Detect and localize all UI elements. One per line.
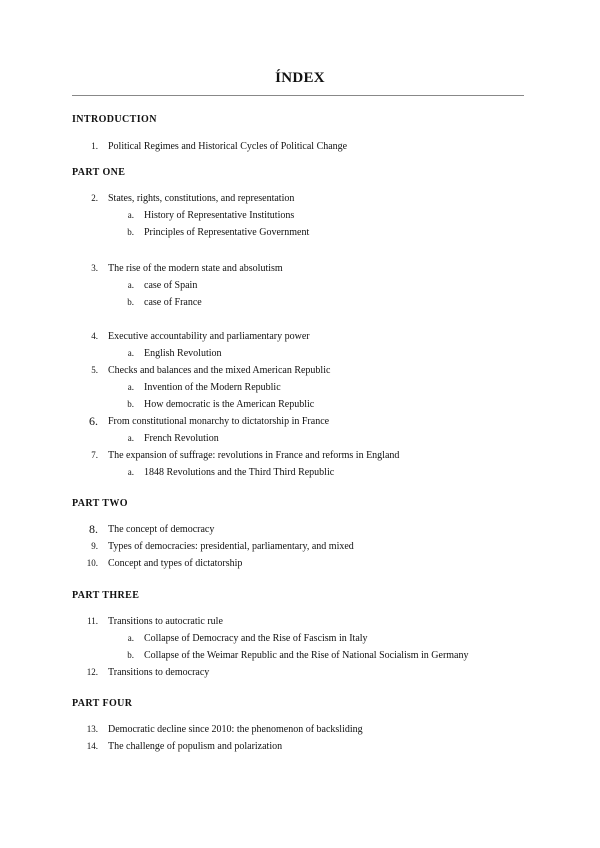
toc-text: The rise of the modern state and absolutism xyxy=(108,263,283,274)
toc-number: 14. xyxy=(86,741,98,751)
toc-number: 8. xyxy=(89,522,98,536)
section-part-three: PART THREE xyxy=(72,590,140,601)
toc-number: 6. xyxy=(89,414,98,428)
toc-number: 12. xyxy=(86,667,98,677)
toc-letter: b. xyxy=(127,399,134,409)
toc-number: 5. xyxy=(91,365,98,375)
toc-text: case of Spain xyxy=(144,280,198,291)
toc-text: Transitions to democracy xyxy=(108,667,210,678)
toc-number: 11. xyxy=(87,616,98,626)
toc-text: From constitutional monarchy to dictatorship in France xyxy=(108,416,330,427)
toc-number: 4. xyxy=(91,331,98,341)
toc-text: Democratic decline since 2010: the phenomenon of backsliding xyxy=(108,724,363,735)
toc-letter: b. xyxy=(127,650,134,660)
toc-text: Collapse of the Weimar Republic and the Rise of National Socialism in Germany xyxy=(144,650,469,661)
toc-letter: a. xyxy=(127,210,134,220)
toc-text: Invention of the Modern Republic xyxy=(144,382,281,393)
toc-text: Types of democracies: presidential, parliamentary, and mixed xyxy=(108,541,354,552)
toc-number: 7. xyxy=(91,450,98,460)
toc-number: 2. xyxy=(91,193,98,203)
toc-text: case of France xyxy=(144,297,202,308)
toc-text: Collapse of Democracy and the Rise of Fascism in Italy xyxy=(144,633,368,644)
page-title: ÍNDEX xyxy=(275,70,325,86)
toc-letter: b. xyxy=(127,297,134,307)
toc-letter: a. xyxy=(127,467,134,477)
toc-letter: a. xyxy=(127,433,134,443)
toc-letter: a. xyxy=(127,348,134,358)
toc-text: History of Representative Institutions xyxy=(144,210,295,221)
toc-letter: a. xyxy=(127,633,134,643)
toc-text: French Revolution xyxy=(144,433,219,444)
toc-text: The concept of democracy xyxy=(108,524,215,535)
title-rule xyxy=(72,95,524,96)
toc-text: The challenge of populism and polarization xyxy=(108,741,283,752)
toc-text: States, rights, constitutions, and representation xyxy=(108,193,295,204)
section-part-two: PART TWO xyxy=(72,498,128,509)
toc-number: 9. xyxy=(91,541,98,551)
toc-number: 3. xyxy=(91,263,98,273)
toc-text: The expansion of suffrage: revolutions in France and reforms in England xyxy=(108,450,400,461)
toc-text: Concept and types of dictatorship xyxy=(108,558,243,569)
section-part-one: PART ONE xyxy=(72,167,126,178)
section-part-four: PART FOUR xyxy=(72,698,133,709)
toc-letter: a. xyxy=(127,382,134,392)
toc-letter: b. xyxy=(127,227,134,237)
toc-number: 10. xyxy=(86,558,98,568)
toc-text: English Revolution xyxy=(144,348,222,359)
toc-number: 13. xyxy=(86,724,98,734)
toc-text: Executive accountability and parliamentary power xyxy=(108,331,310,342)
section-introduction: INTRODUCTION xyxy=(72,114,157,125)
toc-text: Transitions to autocratic rule xyxy=(108,616,223,627)
toc-text: Principles of Representative Government xyxy=(144,227,310,238)
toc-letter: a. xyxy=(127,280,134,290)
toc-text: 1848 Revolutions and the Third Third Republic xyxy=(144,467,335,478)
toc-number: 1. xyxy=(91,141,98,151)
toc-text: How democratic is the American Republic xyxy=(144,399,315,410)
toc-text: Checks and balances and the mixed American Republic xyxy=(108,365,331,376)
toc-text: Political Regimes and Historical Cycles of Political Change xyxy=(108,141,348,152)
